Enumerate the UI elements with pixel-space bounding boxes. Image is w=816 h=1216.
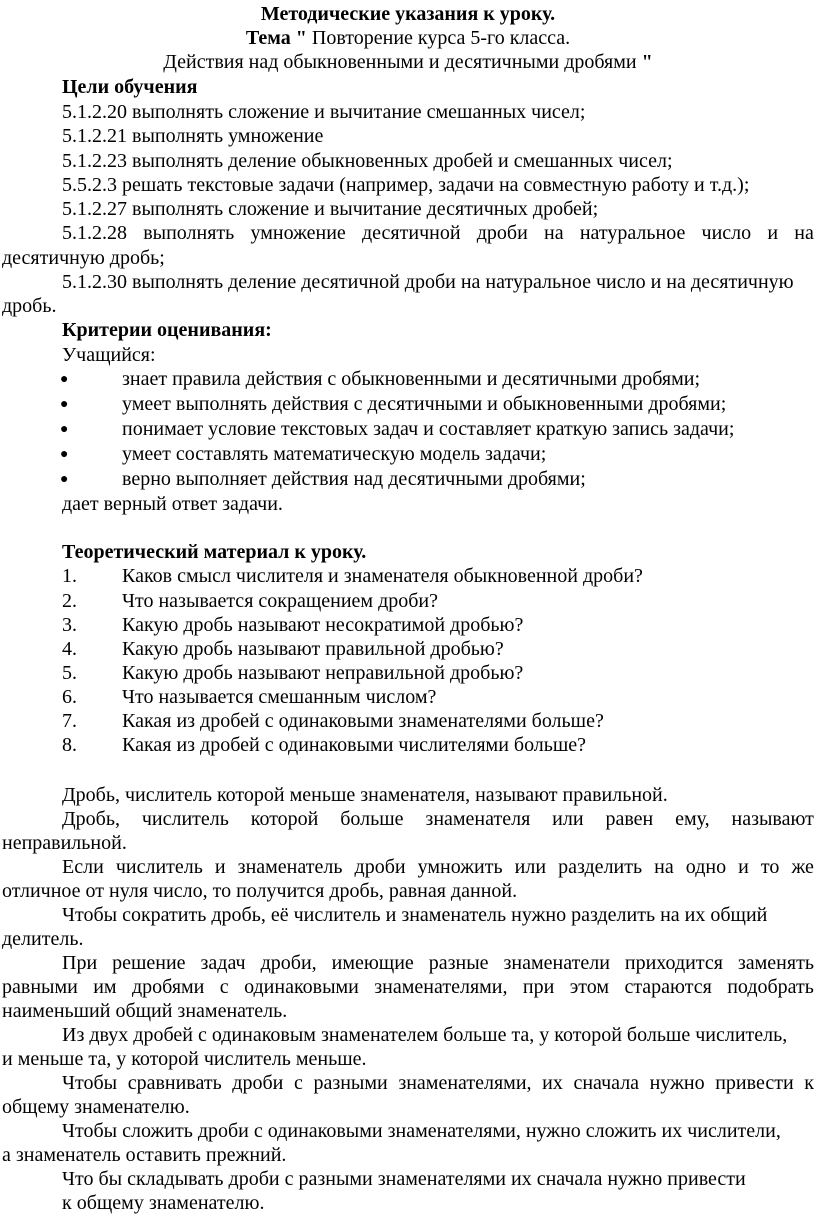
word: с — [219, 976, 229, 998]
question-text: Какая из дробей с одинаковыми числителями больше? — [122, 734, 587, 756]
word: и — [738, 856, 749, 878]
word: Если — [62, 856, 104, 878]
word: дроби — [476, 222, 528, 244]
goal-item: 5.1.2.23 выполнять деление обыкновенных дробей и смешанных чисел; — [62, 150, 673, 172]
word: при — [522, 976, 555, 998]
topic-quote-open: " — [290, 27, 307, 49]
word: знаменателями, — [398, 1072, 532, 1094]
word: называют — [731, 808, 814, 830]
word: дроби — [232, 1072, 284, 1094]
word: дроби — [354, 856, 406, 878]
question-number: 8. — [62, 734, 77, 756]
word: на — [654, 856, 674, 878]
word: одинаковыми — [244, 976, 359, 998]
rule-paragraph-line: Из двух дробей с одинаковым знаменателем больше та, у которой больше числитель, — [62, 1024, 788, 1046]
word: на — [794, 222, 814, 244]
word: к — [804, 1072, 814, 1094]
word: разделить — [558, 856, 643, 878]
word: разные — [428, 952, 489, 974]
word: Дробь, — [62, 808, 120, 830]
word: числитель — [141, 808, 229, 830]
rule-paragraph: Дробь, числитель которой меньше знаменателя, называют правильной. — [62, 784, 668, 806]
word: которой — [250, 808, 319, 830]
question-number: 5. — [62, 662, 77, 684]
word: число — [701, 222, 752, 244]
word: сначала — [573, 1072, 640, 1094]
question-number: 3. — [62, 614, 77, 636]
rule-paragraph-line: наименьший общий знаменатель. — [2, 1000, 288, 1022]
word: равными — [2, 976, 78, 998]
bullet-icon: ● — [60, 447, 69, 462]
word: При — [62, 952, 98, 974]
question-number: 1. — [62, 565, 77, 587]
goal-item: 5.5.2.3 решать текстовые задачи (например, задачи на совместную работу и т.д.); — [62, 174, 750, 196]
criteria-bullet-item: умеет выполнять действия с десятичными и обыкновенными дробями; — [122, 393, 727, 415]
question-text: Что называется сокращением дроби? — [122, 590, 439, 612]
rule-paragraph-line — [2, 975, 814, 999]
word: ему, — [675, 808, 710, 830]
word: приходится — [624, 952, 723, 974]
word: или — [552, 808, 584, 830]
word: задач — [200, 952, 246, 974]
word: равен — [605, 808, 654, 830]
word: заменять — [737, 952, 814, 974]
goal-item-6-line-1 — [62, 221, 814, 245]
word: натуральное — [579, 222, 686, 244]
rule-paragraph-line: Чтобы сложить дроби с одинаковыми знаменателями, нужно сложить их числители, — [62, 1120, 781, 1142]
rule-paragraph-line: делитель. — [2, 928, 84, 950]
goal-item-7-line-2: дробь. — [2, 295, 57, 317]
bullet-icon: ● — [60, 372, 69, 387]
question-text: Что называется смешанным числом? — [122, 686, 437, 708]
question-number: 2. — [62, 590, 77, 612]
word: сравнивать — [127, 1072, 222, 1094]
word: знаменателя — [425, 808, 531, 830]
criteria-heading: Критерии оценивания: — [62, 319, 272, 341]
bullet-icon: ● — [60, 472, 69, 487]
goal-item-7-line-1: 5.1.2.30 выполнять деление десятичной дроби на натуральное число и на десятичную — [62, 271, 794, 293]
word: 5.1.2.28 — [62, 222, 127, 244]
question-text: Каков смысл числителя и знаменателя обыкновенной дроби? — [122, 565, 643, 587]
topic-line-2 — [0, 50, 816, 74]
rule-paragraph-line: отличное от нуля число, то получится дробь, равная данной. — [2, 880, 518, 902]
word: их — [542, 1072, 563, 1094]
rule-paragraph-line: Чтобы сократить дробь, её числитель и знаменатель нужно разделить на их общий — [62, 904, 768, 926]
topic-line-2-text: Действия над обыкновенными и десятичными дробями — [163, 51, 637, 73]
bullet-icon: ● — [60, 397, 69, 412]
word: или — [514, 856, 547, 878]
word: одно — [685, 856, 727, 878]
word: дроби, — [260, 952, 317, 974]
word: имеющие — [331, 952, 414, 974]
word: этом — [569, 976, 610, 998]
word: десятичной — [362, 222, 461, 244]
criteria-bullet-item: верно выполняет действия над десятичными дробями; — [122, 468, 586, 490]
question-text: Какую дробь называют правильной дробью? — [122, 638, 504, 660]
topic-text: Повторение курса 5-го класса. — [306, 27, 571, 49]
rule-paragraph-line — [62, 951, 814, 975]
word: выполнять — [143, 222, 235, 244]
criteria-bullet-item: понимает условие текстовых задач и составляет краткую запись задачи; — [122, 418, 735, 440]
question-text: Какую дробь называют несократимой дробью? — [122, 614, 524, 636]
criteria-bullet-item: умеет составлять математическую модель задачи; — [122, 443, 547, 465]
topic-quote-close: " — [636, 51, 653, 73]
word: умножить — [417, 856, 503, 878]
topic-line — [0, 26, 816, 50]
goals-heading: Цели обучения — [62, 76, 198, 98]
word: нужно — [649, 1072, 705, 1094]
goal-item: 5.1.2.21 выполнять умножение — [62, 125, 324, 147]
word: с — [293, 1072, 303, 1094]
rule-paragraph-line: а знаменатель оставить прежний. — [2, 1144, 287, 1166]
criteria-intro: Учащийся: — [62, 344, 156, 366]
question-text: Какая из дробей с одинаковыми знаменателями больше? — [122, 710, 604, 732]
question-number: 4. — [62, 638, 77, 660]
word: им — [93, 976, 117, 998]
word: то — [760, 856, 780, 878]
word: привести — [715, 1072, 794, 1094]
word: стараются — [624, 976, 712, 998]
word: знаменателями, — [374, 976, 508, 998]
goal-item-6-line-2: десятичную дробь; — [2, 247, 165, 269]
rule-paragraph-line — [62, 1071, 814, 1095]
word: умножение — [250, 222, 346, 244]
bullet-icon: ● — [60, 422, 69, 437]
rule-paragraph-line: общему знаменателю. — [2, 1096, 190, 1118]
document-title: Методические указания к уроку. — [260, 3, 556, 25]
word: числитель — [115, 856, 203, 878]
question-number: 6. — [62, 686, 77, 708]
word: и — [767, 222, 779, 244]
word: знаменатели — [503, 952, 610, 974]
word: дробями — [131, 976, 205, 998]
word: больше — [340, 808, 404, 830]
rule-paragraph-line — [62, 807, 814, 831]
goal-item: 5.1.2.27 выполнять сложение и вычитание десятичных дробей; — [62, 198, 599, 220]
rule-paragraph-line: неправильной. — [2, 832, 127, 854]
rule-paragraph-line: Что бы складывать дроби с разными знаменателями их сначала нужно привести — [62, 1168, 746, 1190]
word: подобрать — [727, 976, 814, 998]
rule-paragraph-line: и меньше та, у которой числитель меньше. — [2, 1048, 367, 1070]
rule-paragraph-line — [62, 855, 814, 879]
word: решение — [112, 952, 186, 974]
topic-label: Тема — [245, 27, 291, 49]
criteria-bullet-item: знает правила действия с обыкновенными и десятичными дробями; — [122, 368, 701, 390]
word: и — [214, 856, 226, 878]
question-number: 7. — [62, 710, 77, 732]
word: разными — [313, 1072, 388, 1094]
question-text: Какую дробь называют неправильной дробью? — [122, 662, 524, 684]
criteria-tail: дает верный ответ задачи. — [62, 493, 283, 515]
goal-item: 5.1.2.20 выполнять сложение и вычитание смешанных чисел; — [62, 101, 586, 123]
word: Чтобы — [62, 1072, 118, 1094]
rule-paragraph-line: к общему знаменателю. — [62, 1192, 265, 1214]
word: на — [544, 222, 564, 244]
theory-heading: Теоретический материал к уроку. — [62, 541, 367, 563]
word: знаменатель — [237, 856, 343, 878]
word: же — [791, 856, 814, 878]
